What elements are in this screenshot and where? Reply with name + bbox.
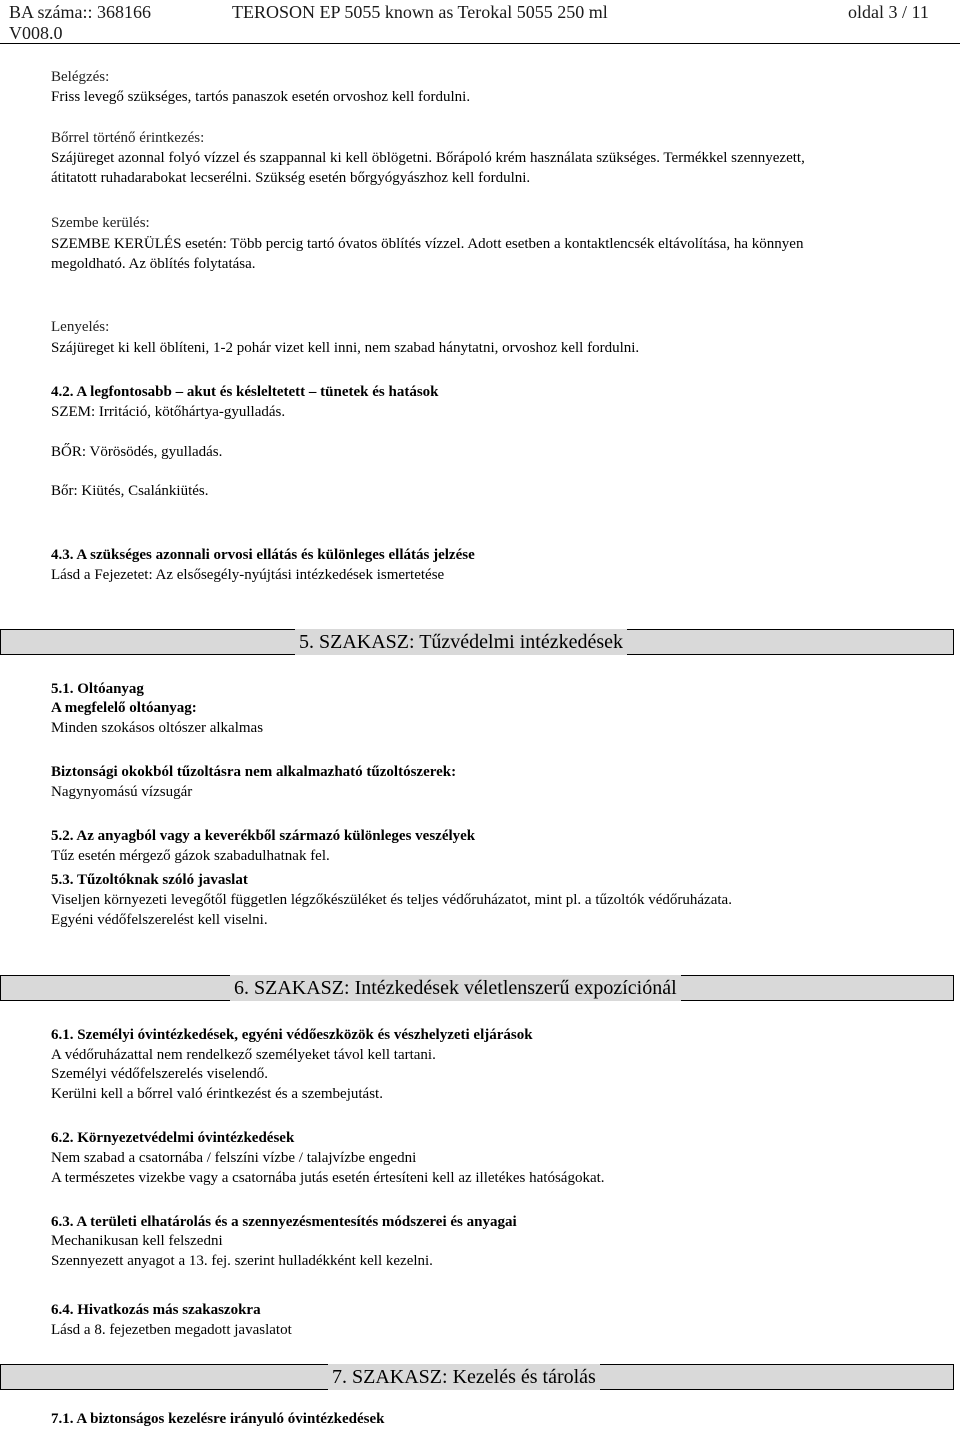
section-5-title: 5. SZAKASZ: Tűzvédelmi intézkedések: [295, 629, 627, 655]
section-6-1-title: 6.1. Személyi óvintézkedések, egyéni védőeszközök és vészhelyzeti eljárások: [51, 1027, 533, 1043]
section-6-1-line-3: Kerülni kell a bőrrel való érintkezést és a szembejutást.: [51, 1086, 383, 1102]
symptom-skin-1: BŐR: Vörösödés, gyulladás.: [51, 444, 223, 460]
skin-contact-line-2: átitatott ruhadarabokat lecserélni. Szükség esetén bőrgyógyászhoz kell fordulni.: [51, 170, 531, 186]
unsuitable-media-heading: Biztonsági okokból tűzoltásra nem alkalmazható tűzoltószerek:: [51, 764, 457, 780]
suitable-media-heading: A megfelelő oltóanyag:: [51, 700, 197, 716]
symptom-eye: SZEM: Irritáció, kötőhártya-gyulladás.: [51, 404, 286, 420]
inhalation-text: Friss levegő szükséges, tartós panaszok esetén orvoshoz kell fordulni.: [51, 89, 471, 105]
symptom-skin-2: Bőr: Kiütés, Csalánkiütés.: [51, 483, 209, 499]
section-5-3-line-1: Viseljen környezeti levegőtől független légzőkészüléket és teljes védőruházatot, mint pl. a tűzoltók védőruházata.: [51, 892, 732, 908]
section-7-title: 7. SZAKASZ: Kezelés és tárolás: [328, 1364, 600, 1390]
section-6-4-text: Lásd a 8. fejezetben megadott javaslatot: [51, 1322, 292, 1338]
suitable-media-text: Minden szokásos oltószer alkalmas: [51, 720, 264, 736]
inhalation-heading: Belégzés:: [51, 69, 110, 85]
document-version: V008.0: [9, 23, 63, 43]
page-number: oldal 3 / 11: [848, 2, 929, 22]
product-name: TEROSON EP 5055 known as Terokal 5055 250 ml: [232, 2, 608, 22]
eye-contact-heading: Szembe kerülés:: [51, 215, 150, 231]
skin-contact-line-1: Szájüreget azonnal folyó vízzel és szappannal ki kell öblögetni. Bőrápoló krém használata szükséges. Termékkel szennyezett,: [51, 150, 805, 166]
section-5-2-title: 5.2. Az anyagból vagy a keverékből származó különleges veszélyek: [51, 828, 476, 844]
section-6-3-line-1: Mechanikusan kell felszedni: [51, 1233, 223, 1249]
section-6-1-line-1: A védőruházattal nem rendelkező személyeket távol kell tartani.: [51, 1047, 436, 1063]
section-7-1-title: 7.1. A biztonságos kezelésre irányuló óvintézkedések: [51, 1411, 385, 1427]
section-4-3-text: Lásd a Fejezetet: Az elsősegély-nyújtási intézkedések ismertetése: [51, 567, 445, 583]
section-5-3-line-2: Egyéni védőfelszerelést kell viselni.: [51, 912, 268, 928]
section-6-2-line-1: Nem szabad a csatornába / felszíni vízbe / talajvízbe engedni: [51, 1150, 417, 1166]
section-4-2-title: 4.2. A legfontosabb – akut és késleltetett – tünetek és hatások: [51, 384, 439, 400]
ingestion-heading: Lenyelés:: [51, 319, 110, 335]
section-5-3-title: 5.3. Tűzoltóknak szóló javaslat: [51, 872, 248, 888]
skin-contact-heading: Bőrrel történő érintkezés:: [51, 130, 205, 146]
document-id: BA száma:: 368166: [9, 2, 151, 22]
ingestion-text: Szájüreget ki kell öblíteni, 1-2 pohár vizet kell inni, nem szabad hánytatni, orvoshoz kell fordulni.: [51, 340, 640, 356]
header-rule: [0, 43, 960, 44]
section-5-2-text: Tűz esetén mérgező gázok szabadulhatnak fel.: [51, 848, 330, 864]
section-6-3-line-2: Szennyezett anyagot a 13. fej. szerint hulladékként kell kezelni.: [51, 1253, 433, 1269]
section-6-3-title: 6.3. A területi elhatárolás és a szennyezésmentesítés módszerei és anyagai: [51, 1214, 517, 1230]
section-6-title: 6. SZAKASZ: Intézkedések véletlenszerű expozíciónál: [230, 975, 681, 1001]
section-6-2-line-2: A természetes vizekbe vagy a csatornába jutás esetén értesíteni kell az illetékes hatóságokat.: [51, 1170, 605, 1186]
section-4-3-title: 4.3. A szükséges azonnali orvosi ellátás és különleges ellátás jelzése: [51, 547, 475, 563]
eye-contact-line-2: megoldható. Az öblítés folytatása.: [51, 256, 256, 272]
eye-contact-line-1: SZEMBE KERÜLÉS esetén: Több percig tartó óvatos öblítés vízzel. Adott esetben a kontaktlencsék eltávolítása, ha könnyen: [51, 236, 804, 252]
section-6-2-title: 6.2. Környezetvédelmi óvintézkedések: [51, 1130, 295, 1146]
section-5-1-title: 5.1. Oltóanyag: [51, 681, 144, 697]
section-6-4-title: 6.4. Hivatkozás más szakaszokra: [51, 1302, 261, 1318]
section-6-1-line-2: Személyi védőfelszerelés viselendő.: [51, 1066, 269, 1082]
unsuitable-media-text: Nagynyomású vízsugár: [51, 784, 193, 800]
